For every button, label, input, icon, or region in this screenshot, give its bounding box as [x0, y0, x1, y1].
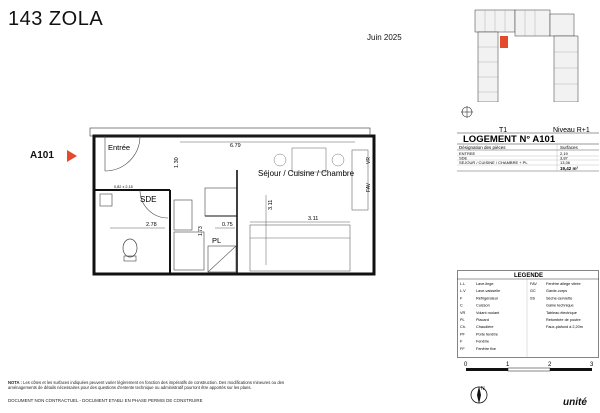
room-label-entree: Entrée: [108, 143, 131, 152]
unit-tag: A101: [30, 150, 54, 161]
legend-code-right-1: GC: [530, 289, 536, 294]
row-surface-1: 3,87: [560, 155, 568, 161]
legend-label-left-3: Cuisson: [476, 303, 490, 308]
footer-note: [8, 380, 308, 390]
door-size: 0,82 x 2,15: [114, 185, 133, 189]
legend-code-left-4: VR: [460, 310, 466, 315]
room-label-sejour: Séjour / Cuisine / Chambre: [258, 169, 355, 178]
dim-1-30: 1.30: [174, 157, 180, 168]
floor-plan: [80, 110, 380, 280]
key-plan: [470, 2, 598, 102]
toilet: [123, 239, 137, 257]
legend-code-left-2: F: [460, 296, 463, 301]
legend-code-left-6: Ch.: [460, 325, 466, 330]
room-label-sde: SDE: [140, 195, 157, 204]
scale-tick-3: 3: [590, 362, 594, 368]
legend-code-left-8: F: [460, 339, 463, 344]
total-surface: 19,42 m²: [560, 166, 579, 171]
row-piece-2: SEJOUR / CUISINE / CHAMBRE + PL: [459, 160, 528, 165]
nota-text: Les côtes et les surfaces indiquées peuvent varier légèrement en fonction des impératifs de construction. Des modifications mineures ou des aménagements de détails nécessaires pour des questions d'entente technique ou administratif pourront être apportés sur les plans.: [8, 380, 285, 390]
col-header-surface: Surfaces: [560, 145, 578, 150]
legend-label-right-3: Gaine technique: [546, 303, 574, 308]
washbasin: [174, 200, 192, 230]
label-fav: FAV: [366, 182, 372, 192]
unit-arrow-icon: [67, 150, 77, 162]
brand-logo: unité: [563, 397, 587, 408]
legend-code-left-9: FF: [460, 346, 465, 351]
legend-code-left-1: L.V: [460, 289, 466, 294]
legend-label-left-5: Placard: [476, 318, 489, 322]
legend-label-right-2: Sèche-serviette: [546, 296, 573, 301]
date-label: Juin 2025: [367, 33, 402, 42]
nota-label: NOTA :: [8, 380, 22, 385]
legend-label-left-1: Lave-vaisselle: [476, 289, 501, 294]
legend-label-right-1: Garde-corps: [546, 289, 568, 294]
compass-small-icon: [460, 105, 474, 119]
legend-code-right-0: FAV: [530, 282, 537, 286]
legend-label-left-8: Fenêtre: [476, 339, 490, 344]
compass-north: N: [481, 386, 485, 392]
unit-type: T1: [499, 127, 508, 134]
kitchen-unit: [174, 232, 204, 270]
legend-label-right-5: Retombée de poutre: [546, 318, 581, 322]
row-surface-0: 2,19: [560, 151, 568, 156]
info-table: [457, 124, 599, 184]
row-surface-2: 13,36: [560, 160, 571, 165]
legend: [457, 270, 599, 358]
compass-icon: [468, 384, 490, 406]
dim-1-73: 1.73: [198, 226, 204, 236]
legend-code-left-3: C: [460, 303, 463, 308]
scale-tick-1: 1: [506, 362, 510, 368]
legend-code-left-0: L.L: [460, 282, 466, 286]
shower: [100, 194, 112, 206]
row-piece-0: ENTREE: [459, 151, 476, 156]
col-header-piece: Désignation des pièces: [459, 145, 506, 150]
legend-label-left-9: Fenêtre fixe: [476, 346, 497, 351]
scale-tick-2: 2: [548, 362, 552, 368]
bed: [250, 225, 350, 271]
row-piece-1: SDE: [459, 155, 468, 161]
legend-label-left-7: Porte fenêtre: [476, 332, 498, 337]
legend-label-left-0: Lave-linge: [476, 282, 494, 286]
project-title: 143 ZOLA: [8, 8, 104, 30]
dim-2-78: 2.78: [146, 222, 157, 228]
legend-label-right-6: Faux-plafond à 2,20m: [546, 325, 583, 330]
doc-line: DOCUMENT NON CONTRACTUEL - DOCUMENT ETABLI EN PHASE PERMIS DE CONSTRUIRE: [8, 398, 203, 403]
scale-tick-0: 0: [464, 362, 468, 368]
legend-code-left-7: PF: [460, 332, 465, 337]
dim-6-79: 6.79: [230, 143, 241, 149]
room-label-pl: PL: [212, 236, 222, 245]
kitchen-block: [205, 188, 237, 216]
legend-label-left-2: Réfrigérateur: [476, 296, 499, 301]
legend-title: LEGENDE: [514, 273, 544, 279]
legend-label-left-4: Volant roulant: [476, 310, 500, 315]
legend-label-left-6: Chaudière: [476, 325, 494, 330]
scale-bar: [462, 360, 598, 382]
label-vr: VR: [366, 157, 372, 164]
dim-3-11-h: 3.11: [308, 216, 319, 222]
key-plan-highlight: [500, 36, 508, 48]
legend-code-right-2: SS: [530, 296, 536, 301]
dim-0-75: 0.75: [222, 222, 233, 228]
dim-3-11-v: 3.11: [268, 199, 274, 210]
legend-label-right-4: Tableau électrique: [546, 310, 577, 315]
logement-title: LOGEMENT N° A101: [463, 134, 556, 145]
legend-code-left-5: PL: [460, 318, 465, 322]
unit-level: Niveau R+1: [553, 127, 590, 134]
door-swing-entry: [105, 136, 140, 171]
legend-label-right-0: Fenêtre allège vitrée: [546, 282, 581, 286]
